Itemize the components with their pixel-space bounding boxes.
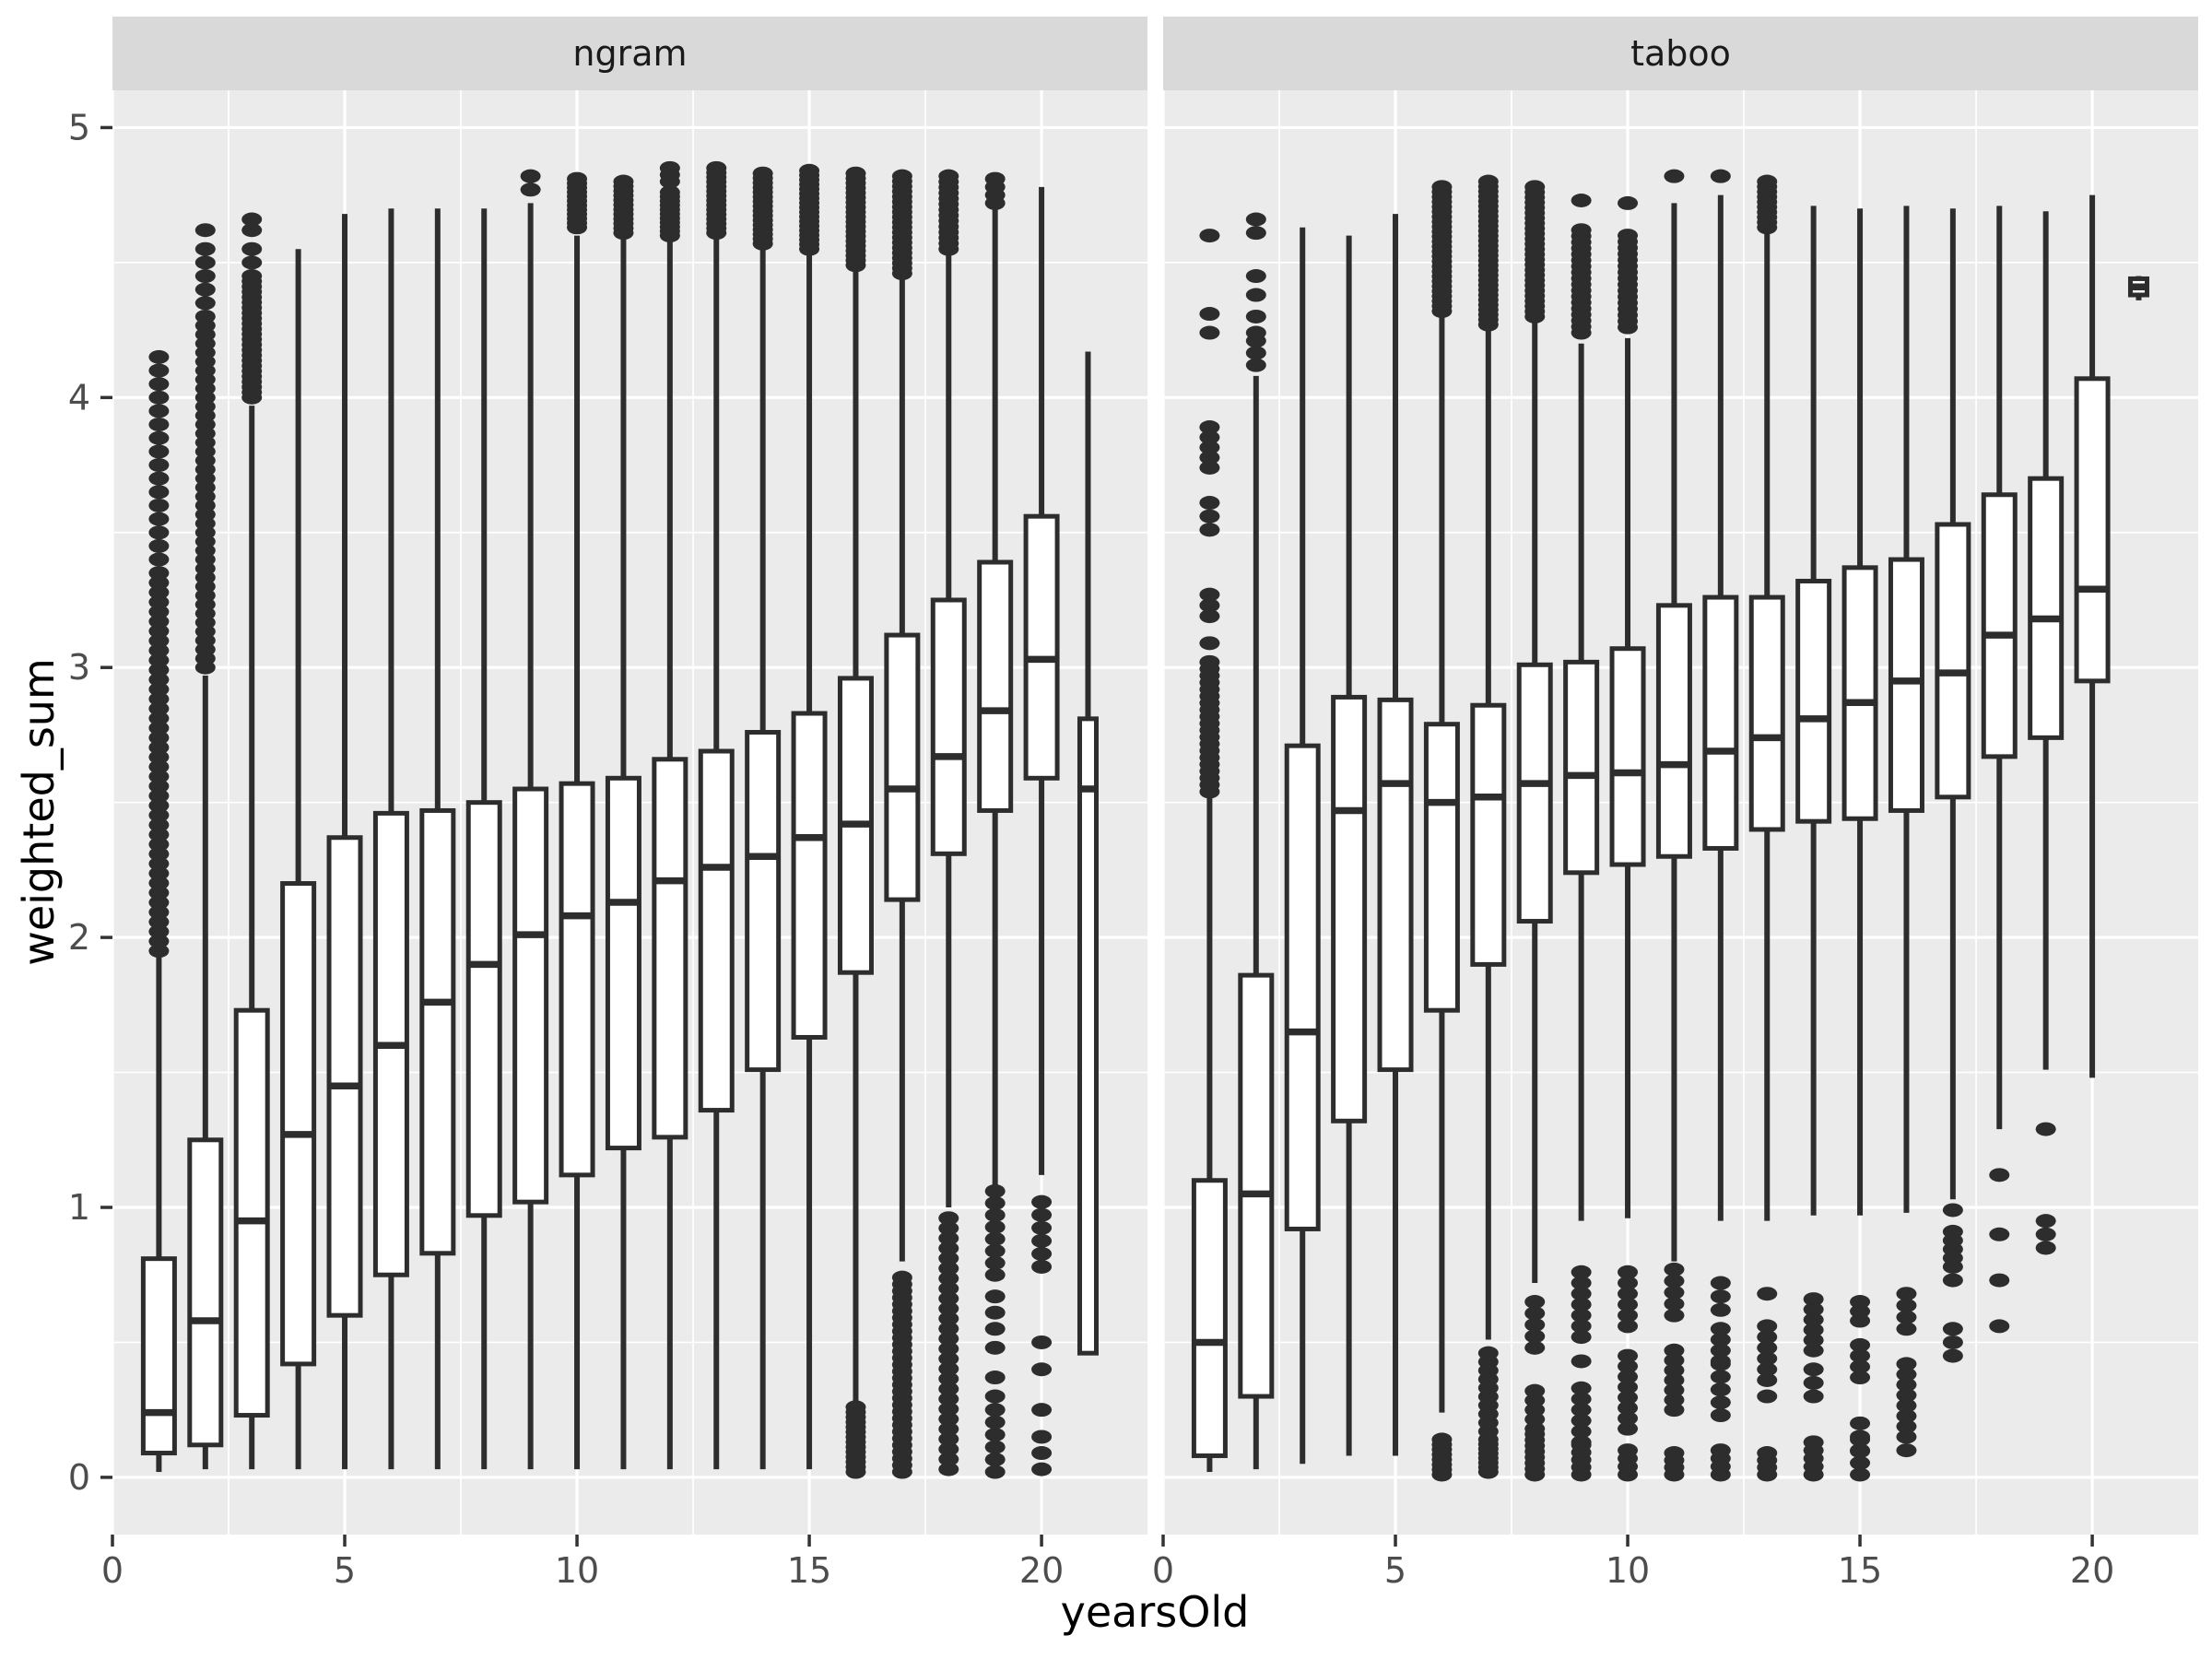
panel-taboo [1163,90,2198,1535]
y-axis [68,107,112,1497]
y-axis-title: weighted_sum [14,658,64,966]
x-tick-label: 0 [100,1550,124,1591]
y-tick-label: 4 [67,377,90,418]
x-tick-label: 10 [1605,1550,1651,1591]
x-tick-label: 20 [2069,1550,2115,1591]
ngram-outliers-year-11 [613,174,633,240]
y-tick-label: 1 [67,1187,90,1229]
x-axis-ngram [101,1535,1064,1591]
x-axis-title: yearsOld [1060,1587,1250,1637]
facet-strip-taboo [1163,17,2198,90]
panel-ngram [112,90,1147,1535]
x-tick-label: 10 [554,1550,600,1591]
x-tick-label: 5 [333,1550,357,1591]
ngram-outliers-year-15 [799,164,819,256]
taboo-outliers-year-17 [1943,1203,1963,1362]
ngram-outliers-year-2 [195,223,216,674]
ngram-outliers-year-12 [660,161,680,242]
x-tick-label: 20 [1018,1550,1065,1591]
x-tick-label: 5 [1383,1550,1407,1591]
ngram-outliers-year-1 [148,350,169,958]
taboo-outliers-year-2 [1246,213,1266,372]
ngram-outliers-year-14 [753,167,773,251]
ngram-outliers-year-10 [567,172,587,235]
facet-strip-taboo-label: taboo [1630,33,1731,74]
y-tick-label: 5 [67,107,90,148]
facet-strip-ngram-label: ngram [572,33,688,74]
taboo-outliers-year-14 [1804,1292,1824,1481]
taboo-outliers-year-1 [1199,229,1219,798]
ngram-outliers-year-13 [706,161,726,240]
facet-strip-ngram [112,17,1147,90]
taboo-boxplot-year-21 [2130,276,2147,300]
y-tick-label: 2 [67,917,90,959]
x-tick-label: 0 [1151,1550,1175,1591]
x-axis-taboo [1152,1535,2114,1591]
x-tick-label: 15 [786,1550,832,1591]
y-tick-label: 3 [67,647,90,688]
x-tick-label: 15 [1837,1550,1883,1591]
y-tick-label: 0 [67,1456,90,1498]
